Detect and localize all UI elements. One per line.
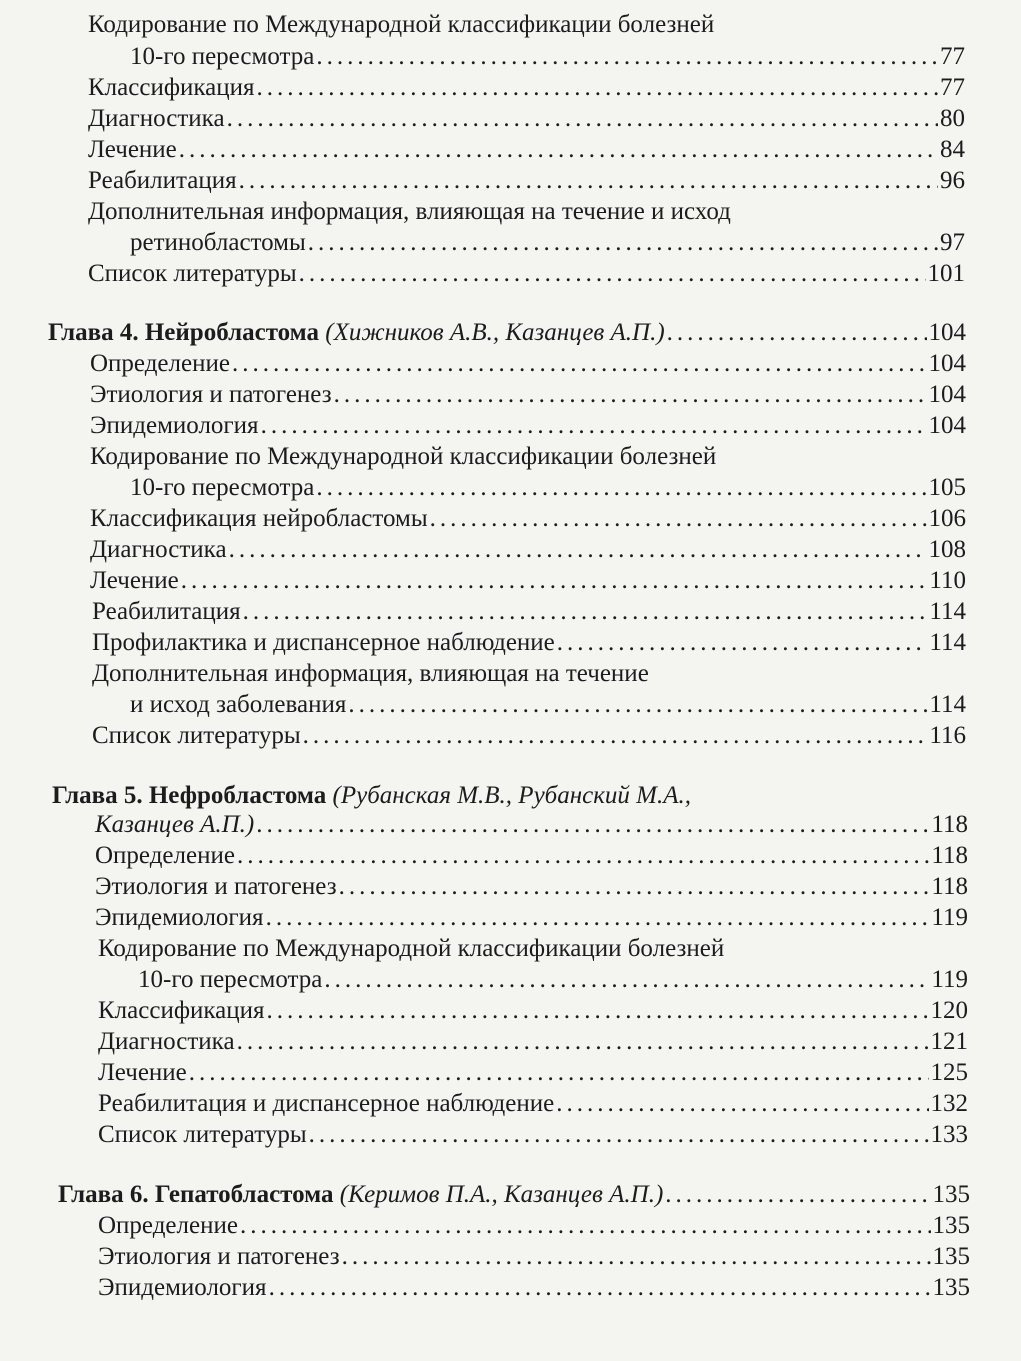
toc-entry-title: Классификация нейробластомы xyxy=(90,505,428,532)
toc-entry-title: Реабилитация и диспансерное наблюдение xyxy=(98,1090,555,1117)
toc-entry xyxy=(98,1242,970,1272)
dot-leader xyxy=(557,628,928,658)
toc-entry-title: Этиология и патогенез xyxy=(90,381,332,408)
page-number: 132 xyxy=(930,1090,968,1117)
toc-entry xyxy=(98,1089,968,1119)
toc-entry-title: Диагностика xyxy=(88,105,225,132)
page-number: 77 xyxy=(940,43,965,70)
toc-entry xyxy=(88,10,835,40)
toc-entry-title: Классификация xyxy=(88,74,255,101)
page-number: 114 xyxy=(929,629,966,656)
page-number: 104 xyxy=(928,319,966,346)
dot-leader xyxy=(189,1058,929,1088)
dot-leader xyxy=(308,228,938,258)
dot-leader xyxy=(342,1242,931,1272)
dot-leader xyxy=(316,42,938,72)
page-number: 97 xyxy=(940,229,965,256)
toc-entry-title: Реабилитация xyxy=(92,598,241,625)
dot-leader xyxy=(339,872,930,902)
page-number: 108 xyxy=(928,536,966,563)
toc-entry-title: 10-го пересмотра xyxy=(138,966,323,993)
toc-entry xyxy=(90,349,966,379)
page-number: 121 xyxy=(930,1028,968,1055)
chapter-authors: (Керимов П.А., Казанцев А.П.) xyxy=(339,1181,664,1208)
toc-entry xyxy=(98,1211,970,1241)
page-number: 77 xyxy=(940,74,965,101)
page-number: 104 xyxy=(928,412,966,439)
chapter-authors: Казанцев А.П.) xyxy=(95,811,255,838)
toc-entry xyxy=(95,810,968,840)
toc-entry-title: Диагностика xyxy=(98,1028,235,1055)
page-number: 80 xyxy=(940,105,965,132)
toc-entry-title: Кодирование по Международной классификации болезней xyxy=(98,935,725,962)
page-number: 119 xyxy=(931,904,968,931)
toc-entry xyxy=(98,1027,968,1057)
toc-entry-title: Определение xyxy=(90,350,230,377)
page-number: 133 xyxy=(930,1121,968,1148)
page-number: 135 xyxy=(932,1243,970,1270)
toc-entry-title: Кодирование по Международной классификации болезней xyxy=(90,443,717,470)
toc-chapter-entry xyxy=(58,1180,970,1210)
toc-entry-title: Этиология и патогенез xyxy=(98,1243,340,1270)
toc-entry xyxy=(138,965,968,995)
toc-entry-title: Этиология и патогенез xyxy=(95,873,337,900)
page-number: 104 xyxy=(928,350,966,377)
toc-entry xyxy=(88,135,965,165)
toc-entry-title xyxy=(52,781,691,811)
dot-leader xyxy=(243,597,928,627)
dot-leader xyxy=(267,996,929,1026)
dot-leader xyxy=(227,104,938,134)
dot-leader xyxy=(665,1180,930,1210)
toc-entry-title: Лечение xyxy=(98,1059,187,1086)
toc-entry xyxy=(130,690,966,720)
toc-entry-title: 10-го пересмотра xyxy=(130,43,315,70)
chapter-authors: (Хижников А.В., Казанцев А.П.) xyxy=(325,319,665,346)
toc-entry xyxy=(90,380,966,410)
toc-entry-title: Определение xyxy=(95,842,235,869)
toc-entry xyxy=(98,1058,968,1088)
chapter-title: Глава 4. Нейробластома xyxy=(48,319,320,346)
toc-entry xyxy=(95,872,968,902)
dot-leader xyxy=(239,166,938,196)
toc-entry-title: Лечение xyxy=(90,567,179,594)
chapter-authors: (Рубанская М.В., Рубанский М.А., xyxy=(332,782,692,809)
toc-entry-title: Определение xyxy=(98,1212,238,1239)
dot-leader xyxy=(229,535,927,565)
page-number: 84 xyxy=(940,136,965,163)
toc-entry xyxy=(98,934,840,964)
dot-leader xyxy=(266,903,930,933)
toc-entry-title: 10-го пересмотра xyxy=(130,474,315,501)
toc-entry xyxy=(90,411,966,441)
toc-entry xyxy=(130,228,965,258)
dot-leader xyxy=(316,473,926,503)
page-number: 114 xyxy=(929,598,966,625)
toc-entry-title: Эпидемиология xyxy=(98,1274,267,1301)
toc-entry-title: Эпидемиология xyxy=(95,904,264,931)
toc-entry xyxy=(88,104,965,134)
toc-entry-title xyxy=(48,318,665,348)
page-number: 116 xyxy=(929,722,966,749)
toc-entry xyxy=(92,721,966,751)
toc-entry-title: Классификация xyxy=(98,997,265,1024)
page-number: 106 xyxy=(928,505,966,532)
toc-entry xyxy=(88,73,965,103)
page-number: 114 xyxy=(929,691,966,718)
toc-entry xyxy=(90,535,966,565)
page-number: 135 xyxy=(932,1181,970,1208)
toc-entry-title: Реабилитация xyxy=(88,167,237,194)
toc-entry-title: и исход заболевания xyxy=(130,691,347,718)
toc-entry xyxy=(90,442,835,472)
chapter-title: Глава 5. Нефробластома xyxy=(52,782,327,809)
dot-leader xyxy=(261,411,927,441)
dot-leader xyxy=(324,965,929,995)
toc-entry-title: Профилактика и диспансерное наблюдение xyxy=(92,629,555,656)
page-number: 119 xyxy=(931,966,968,993)
toc-entry xyxy=(92,628,966,658)
toc-entry-title: Кодирование по Международной классификации болезней xyxy=(88,11,715,38)
dot-leader xyxy=(269,1273,931,1303)
toc-entry-title: Лечение xyxy=(88,136,177,163)
page-number: 118 xyxy=(931,873,968,900)
toc-entry-title: Список литературы xyxy=(98,1121,307,1148)
toc-entry-title: Список литературы xyxy=(88,260,297,287)
dot-leader xyxy=(430,504,927,534)
page-number: 135 xyxy=(932,1274,970,1301)
dot-leader xyxy=(556,1089,928,1119)
toc-entry xyxy=(130,473,966,503)
toc-entry xyxy=(88,259,965,289)
dot-leader xyxy=(179,135,938,165)
dot-leader xyxy=(303,721,928,751)
page-number: 125 xyxy=(930,1059,968,1086)
page-number: 96 xyxy=(940,167,965,194)
toc-entry-title: Эпидемиология xyxy=(90,412,259,439)
toc-entry xyxy=(90,566,966,596)
toc-entry xyxy=(98,1120,968,1150)
toc-entry-title xyxy=(58,1180,663,1210)
dot-leader xyxy=(237,1027,929,1057)
toc-entry xyxy=(90,504,966,534)
toc-entry-title: ретинобластомы xyxy=(130,229,306,256)
toc-entry-title: Дополнительная информация, влияющая на течение и исход xyxy=(88,198,731,225)
toc-entry xyxy=(130,42,965,72)
toc-entry xyxy=(95,903,968,933)
page-number: 120 xyxy=(930,997,968,1024)
toc-chapter-entry xyxy=(52,781,760,811)
toc-entry xyxy=(98,996,968,1026)
dot-leader xyxy=(334,380,927,410)
page-number: 110 xyxy=(929,567,966,594)
page-number: 118 xyxy=(931,842,968,869)
dot-leader xyxy=(667,318,927,348)
page-number: 101 xyxy=(927,260,965,287)
page-number: 118 xyxy=(931,811,968,838)
dot-leader xyxy=(240,1211,931,1241)
dot-leader xyxy=(256,810,929,840)
chapter-title: Глава 6. Гепатобластома xyxy=(58,1181,334,1208)
dot-leader xyxy=(309,1120,929,1150)
toc-entry xyxy=(92,597,966,627)
toc-entry xyxy=(98,1273,970,1303)
page-number: 104 xyxy=(928,381,966,408)
toc-entry xyxy=(92,659,760,689)
page-number: 135 xyxy=(932,1212,970,1239)
dot-leader xyxy=(299,259,926,289)
toc-entry xyxy=(88,197,855,227)
toc-entry-title: Диагностика xyxy=(90,536,227,563)
dot-leader xyxy=(232,349,927,379)
dot-leader xyxy=(237,841,929,871)
toc-entry xyxy=(88,166,965,196)
toc-entry-title: Список литературы xyxy=(92,722,301,749)
dot-leader xyxy=(257,73,938,103)
toc-entry xyxy=(95,841,968,871)
toc-chapter-entry xyxy=(48,318,966,348)
dot-leader xyxy=(181,566,928,596)
dot-leader xyxy=(348,690,927,720)
page-number: 105 xyxy=(928,474,966,501)
toc-entry-title: Дополнительная информация, влияющая на течение xyxy=(92,660,649,687)
